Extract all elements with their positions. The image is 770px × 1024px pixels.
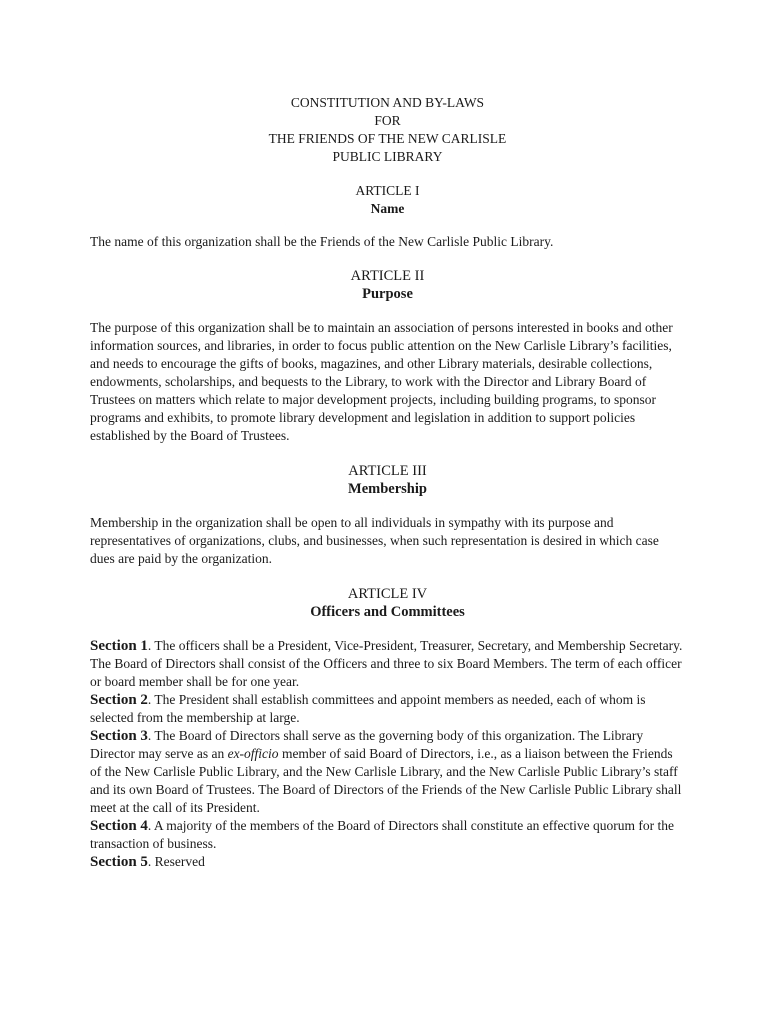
- title-line: CONSTITUTION AND BY-LAWS: [290, 95, 485, 110]
- section-heading: Section 1: [90, 638, 148, 654]
- section-text: . The officers shall be a President, Vice-President, Treasurer, Secretary, and Membership Secretary.: [147, 638, 683, 653]
- section-text: member of said Board of Directors, i.e., as a liaison between the Friends of the New Carlisle Public Library, and the New Carlisle Library, and the New Carlisle Public Library’s staff and its own Board of Trustees. The Board of Directors of the Friends of the New Carlisle Public Library shall meet at the call of its President.: [90, 746, 682, 815]
- section-text: . The President shall establish committees and appoint members as needed, each of whom is selected from the membership at large.: [90, 692, 646, 725]
- article-1-text: The name of this organization shall be the Friends of the New Carlisle Public Library.: [90, 234, 554, 249]
- section-5: [90, 853, 685, 871]
- article-3-text: Membership in the organization shall be open to all individuals in sympathy with its purpose and representatives of organizations, clubs, and businesses, when such representation is desired in which case dues are paid by the organization.: [90, 515, 659, 566]
- article-name: Name: [370, 201, 405, 216]
- section-text: . A majority of the members of the Board of Directors shall constitute an effective quorum for the transaction of business.: [90, 818, 675, 851]
- article-3-heading: [90, 462, 685, 498]
- title-line: THE FRIENDS OF THE NEW CARLISLE: [268, 131, 507, 146]
- article-2-text: The purpose of this organization shall be to maintain an association of persons interested in books and other information sources, and libraries, in order to focus public attention on the New Carlisle Library’s facilities, and needs to encourage the gifts of books, magazines, and other Library materials, desirable collections, endowments, scholarships, and bequests to the Library, to work with the Director and Library Board of Trustees on matters which relate to major development projects, including building programs, to sponsor programs and exhibits, to promote library development and legislation in addition to support policies established by the Board of Trustees.: [90, 320, 673, 443]
- article-name: Purpose: [362, 286, 413, 302]
- section-3: [90, 727, 685, 817]
- article-label: ARTICLE II: [350, 268, 425, 284]
- section-heading: Section 4: [90, 818, 148, 834]
- title-line: PUBLIC LIBRARY: [332, 149, 443, 164]
- article-name: Membership: [348, 481, 427, 497]
- article-4-heading: [90, 585, 685, 621]
- section-heading: Section 3: [90, 728, 148, 744]
- article-label: ARTICLE III: [348, 463, 427, 479]
- section-heading: Section 2: [90, 692, 148, 708]
- section-text: . Reserved: [147, 854, 205, 869]
- article-label: ARTICLE IV: [347, 586, 428, 602]
- document-title: [90, 94, 685, 166]
- section-text-italic: ex-officio: [227, 746, 279, 761]
- article-name: Officers and Committees: [310, 604, 465, 620]
- section-text: . The Board of Directors shall serve as the governing body of this organization. The Library Director may serve as an: [90, 728, 644, 761]
- section-1: [90, 637, 685, 655]
- article-2-heading: [90, 267, 685, 303]
- article-1-heading: [90, 182, 685, 218]
- article-label: ARTICLE I: [355, 183, 420, 198]
- title-line: FOR: [374, 113, 401, 128]
- section-2: [90, 691, 685, 727]
- section-heading: Section 5: [90, 854, 148, 870]
- section-4: [90, 817, 685, 853]
- document-page: [90, 94, 685, 871]
- board-composition-text: The Board of Directors shall consist of the Officers and three to six Board Members. The term of each officer or board member shall be for one year.: [90, 656, 682, 689]
